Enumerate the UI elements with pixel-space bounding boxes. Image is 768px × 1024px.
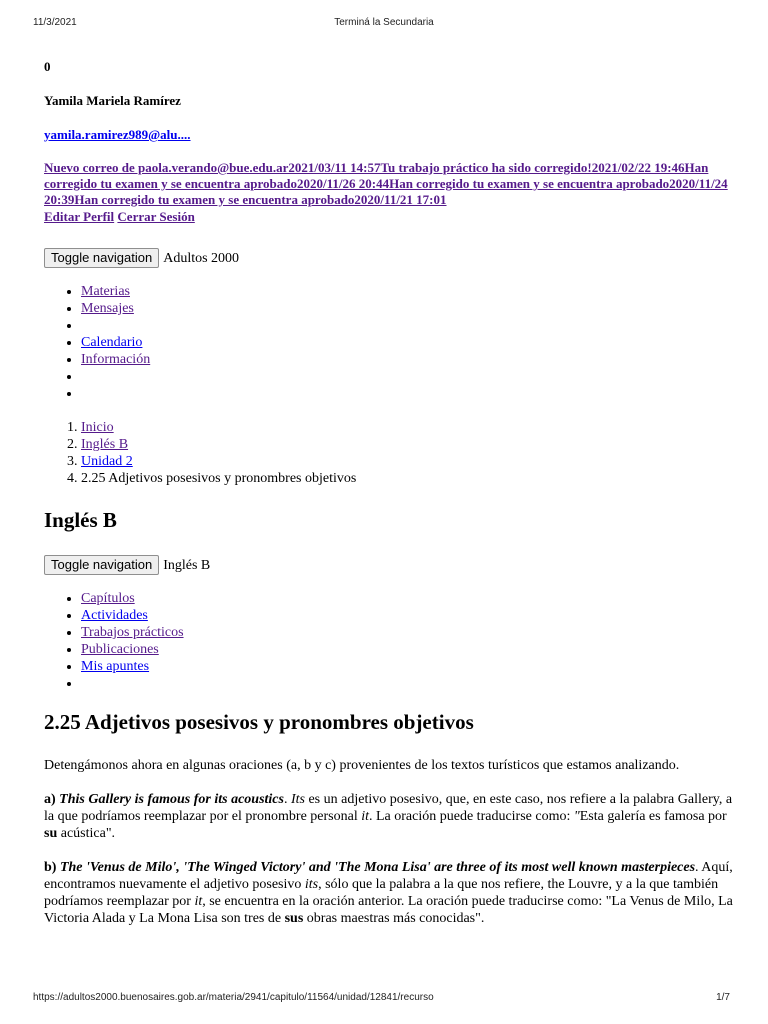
- item-label: b): [44, 860, 60, 875]
- lesson-intro: Detengámonos ahora en algunas oraciones (a, b y c) provenientes de los textos turísticos que estamos analizando.: [44, 758, 680, 773]
- main-nav-toggle-button[interactable]: Toggle navigation: [44, 248, 159, 268]
- notifications-link[interactable]: Nuevo correo de paola.verando@bue.edu.ar2021/03/11 14:57Tu trabajo práctico ha sido corregido!2021/02/22 19:46Han corregido tu examen y se encuentra aprobado2020/11/26 20:44Han corregido tu examen y se encuentra aprobado2020/11/24 20:39Han corregido tu examen y se encuentra aprobado2020/11/21 17:01: [44, 160, 728, 207]
- print-title: Terminá la Secundaria: [334, 17, 434, 28]
- print-header: [0, 17, 768, 31]
- logout-link[interactable]: Cerrar Sesión: [117, 209, 195, 224]
- lesson-paragraph-a: [44, 791, 734, 842]
- breadcrumb-item: [81, 419, 734, 436]
- highlighted-word: su: [44, 826, 58, 841]
- subject-nav-item: [81, 641, 734, 658]
- subject-nav-link-publicaciones[interactable]: Publicaciones: [81, 642, 159, 657]
- subject-navbar: [44, 554, 734, 576]
- paragraph-text: es un adjetivo posesivo, que, en este caso, nos refiere a la palabra Gallery, a la que podríamos reemplazar por el pronombre personal: [44, 792, 733, 824]
- subject-nav-toggle-button[interactable]: Toggle navigation: [44, 555, 159, 575]
- subject-nav-link-apuntes[interactable]: Mis apuntes: [81, 659, 150, 674]
- term: it: [194, 894, 203, 909]
- breadcrumb-item: [81, 436, 734, 453]
- example-sentence: This Gallery is famous for its acoustics: [59, 792, 284, 807]
- subject-nav-menu: [44, 590, 734, 692]
- main-nav-item-informacion: [81, 351, 734, 368]
- lesson-paragraph-b: [44, 859, 734, 927]
- example-sentence: The 'Venus de Milo', 'The Winged Victory' and 'The Mona Lisa' are three of its most well known masterpieces: [59, 860, 696, 875]
- subject-nav-item: [81, 590, 734, 607]
- paragraph-text: , sólo que la palabra a la que nos refiere, the Louvre, y a la que también podríamos reemplazar por: [44, 877, 719, 909]
- main-nav-link-mensajes[interactable]: Mensajes: [81, 301, 134, 316]
- term: Its: [290, 792, 305, 807]
- main-nav-menu: [44, 283, 734, 402]
- subject-title: Inglés B: [44, 508, 117, 532]
- breadcrumb: [44, 419, 734, 487]
- item-label: a): [44, 792, 60, 807]
- lesson-title: 2.25 Adjetivos posesivos y pronombres objetivos: [44, 710, 474, 734]
- paragraph-text: . La oración puede traducirse como:: [369, 809, 574, 824]
- main-nav-link-informacion[interactable]: Información: [81, 352, 151, 367]
- breadcrumb-link-unit[interactable]: Unidad 2: [81, 454, 133, 469]
- main-nav-item-materias: [81, 283, 734, 300]
- paragraph-text: obras maestras más conocidas".: [303, 911, 485, 926]
- print-date: 11/3/2021: [33, 17, 77, 28]
- subject-nav-item: [81, 607, 734, 624]
- subject-nav-link-actividades[interactable]: Actividades: [81, 608, 148, 623]
- paragraph-text: .: [283, 792, 291, 807]
- subject-nav-item: [81, 658, 734, 675]
- main-nav-item-mensajes: [81, 300, 734, 317]
- paragraph-text: , se encuentra en la oración anterior. La oración puede traducirse como: "La Venus de Milo, La Victoria Alada y La Mona Lisa son tres de: [44, 894, 733, 926]
- main-nav-item-calendario: [81, 334, 734, 351]
- highlighted-word: sus: [284, 911, 304, 926]
- paragraph-text: Esta galería es famosa por: [579, 809, 727, 824]
- main-nav-link-materias[interactable]: Materias: [81, 284, 130, 299]
- profile-links: [44, 208, 734, 225]
- main-nav-item-empty: [81, 385, 734, 402]
- subject-nav-item-empty: [81, 675, 734, 692]
- paragraph-text: acústica".: [57, 826, 116, 841]
- print-footer: [0, 992, 768, 1006]
- quote-mark: ": [573, 809, 580, 824]
- edit-profile-link[interactable]: Editar Perfil: [44, 209, 115, 224]
- paragraph-text: . Aquí, encontramos nuevamente el adjetivo posesivo: [44, 860, 733, 892]
- user-email-link[interactable]: yamila.ramirez989@alu....: [44, 127, 191, 142]
- subject-nav-link-capitulos[interactable]: Capítulos: [81, 591, 135, 606]
- term: it: [361, 809, 369, 824]
- main-nav-brand: Adultos 2000: [163, 250, 240, 266]
- subject-nav-item: [81, 624, 734, 641]
- main-navbar: [44, 247, 734, 269]
- breadcrumb-link-inicio[interactable]: Inicio: [81, 420, 114, 435]
- print-page-number: 1/7: [716, 992, 730, 1003]
- user-name: Yamila Mariela Ramírez: [44, 93, 181, 108]
- main-nav-link-calendario[interactable]: Calendario: [81, 335, 143, 350]
- notification-count: 0: [44, 59, 51, 74]
- main-nav-item-empty: [81, 368, 734, 385]
- breadcrumb-current: 4. 2.25 Adjetivos posesivos y pronombres objetivos: [81, 470, 734, 487]
- subject-nav-brand: Inglés B: [163, 557, 211, 573]
- print-url: https://adultos2000.buenosaires.gob.ar/materia/2941/capitulo/11564/unidad/12841/recurso: [33, 992, 434, 1003]
- term: its: [304, 877, 319, 892]
- subject-nav-link-trabajos[interactable]: Trabajos prácticos: [81, 625, 184, 640]
- breadcrumb-item: [81, 453, 734, 470]
- main-nav-item-empty: [81, 317, 734, 334]
- page-content: [44, 58, 734, 944]
- breadcrumb-link-subject[interactable]: Inglés B: [81, 437, 129, 452]
